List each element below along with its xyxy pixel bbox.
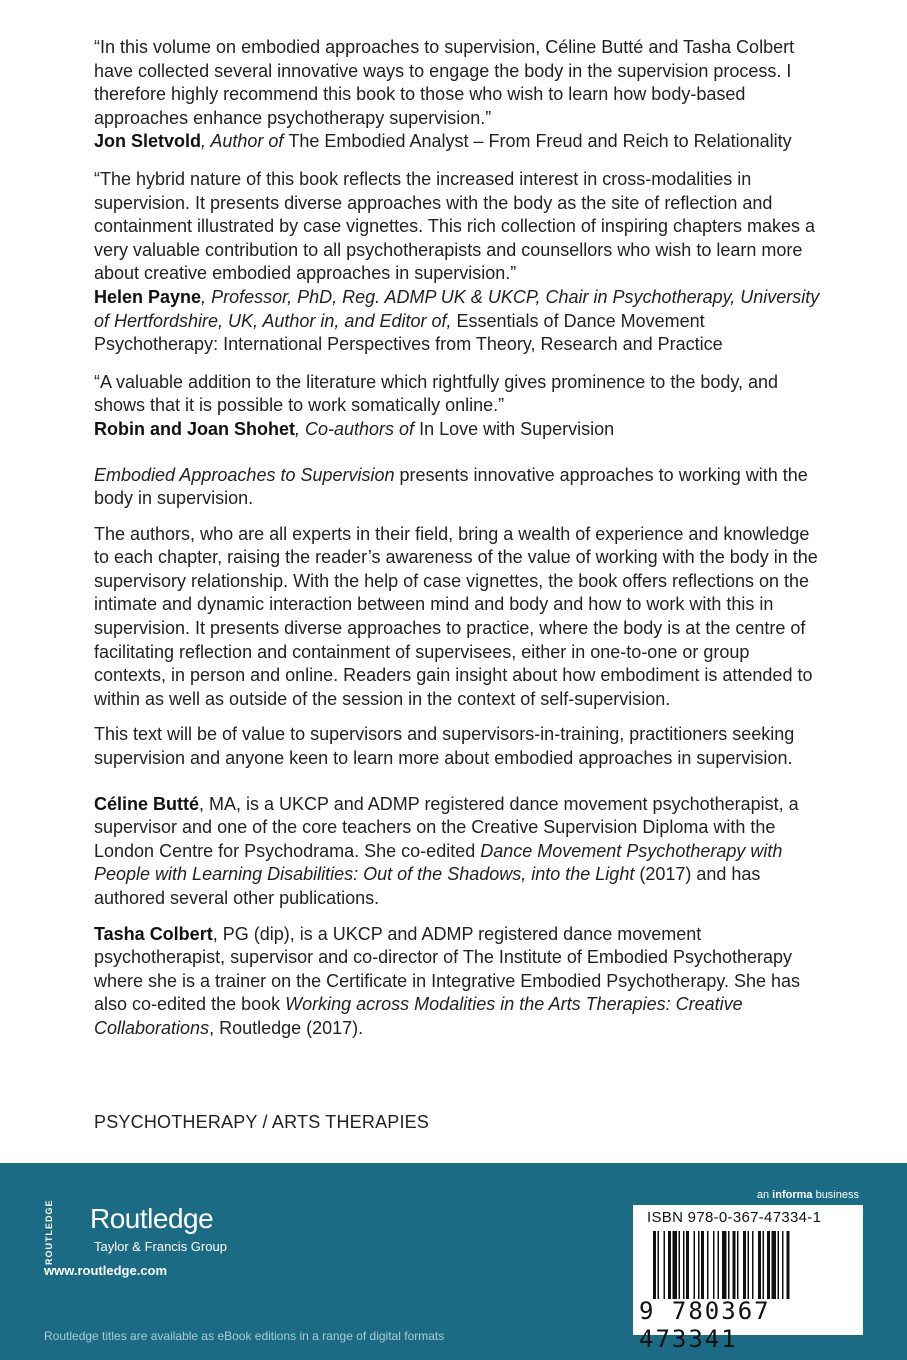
informa-tagline	[757, 1189, 859, 1201]
author-bio-text: , MA, is a UKCP and ADMP registered dance movement psychotherapist, a supervisor and one of the core teachers on the Creative Supervision Diploma with the London Centre for Psychodrama. She co-edited	[94, 793, 799, 861]
back-cover-text	[94, 36, 824, 1053]
endorsement-1	[94, 36, 824, 154]
endorsement-3	[94, 371, 824, 442]
publisher-url[interactable]: www.routledge.com	[44, 1263, 168, 1278]
author-bio-text: , Routledge (2017).	[209, 1017, 364, 1038]
description-body: The authors, who are all experts in their field, bring a wealth of experience and knowledge to each chapter, raising the reader’s awareness of the value of working with the body in the supervisory relationship. With the help of case vignettes, the book offers reflections on the intimate and dynamic interaction between mind and body and how to work with this in supervision. It presents diverse approaches to practice, where the body is at the centre of facilitating reflection and containment of supervisees, either in one-to-one or group contexts, in person and online. Readers gain insight about how embodiment is attended to within as well as outside of the session in the context of self-supervision.	[94, 523, 818, 709]
author-bio-text: (2017) and has authored several other publications.	[94, 864, 761, 908]
endorsement-text: “A valuable addition to the literature which rightfully gives prominence to the body, and shows that it is possible to work somatically online.”	[94, 371, 779, 416]
publisher-name: Routledge	[90, 1203, 214, 1234]
endorser-work: The Embodied Analyst – From Freud and Reich to Relationality	[288, 131, 792, 152]
barcode-icon	[653, 1231, 853, 1303]
description-audience: This text will be of value to supervisors and supervisors-in-training, practitioners seeking supervision and anyone keen to learn more about embodied approaches in supervision.	[94, 724, 795, 769]
author-bio-book: Working across Modalities in the Arts Therapies: Creative Collaborations	[94, 994, 743, 1038]
subject-category: PSYCHOTHERAPY / ARTS THERAPIES	[94, 1112, 430, 1132]
description-intro	[94, 464, 824, 511]
endorser-work: Essentials of Dance Movement Psychotherapy: International Perspectives from Theory, Research and Practice	[94, 310, 723, 355]
endorsement-2	[94, 168, 824, 357]
author-name: Tasha Colbert	[94, 923, 213, 944]
publisher-footer	[0, 1163, 907, 1360]
endorser-role: , Co-authors of	[295, 418, 420, 439]
barcode-digits: 9 780367 473341	[639, 1297, 771, 1353]
endorser-role: , Author of	[201, 131, 289, 152]
author-name: Céline Butté	[94, 793, 200, 814]
isbn-number: ISBN 978-0-367-47334-1	[647, 1209, 822, 1226]
author-bio-2	[94, 923, 824, 1041]
endorser-name: Jon Sletvold	[94, 131, 202, 152]
ebook-note: Routledge titles are available as eBook editions in a range of digital formats	[44, 1329, 445, 1343]
author-bio-text: , PG (dip), is a UKCP and ADMP registered dance movement psychotherapist, supervisor and co-director of The Institute of Embodied Psychotherapy where she is a trainer on the Certificate in Integrative Embodied Psychotherapy. She has also co-edited the book	[94, 923, 801, 1015]
endorser-name: Helen Payne	[94, 286, 202, 307]
routledge-mark-icon: ROUTLEDGE	[44, 1199, 54, 1265]
description-intro-text: presents innovative approaches to working with the body in supervision.	[94, 464, 808, 509]
endorser-work: In Love with Supervision	[419, 418, 615, 439]
routledge-logo	[38, 1199, 298, 1265]
endorsement-text: “The hybrid nature of this book reflects the increased interest in cross-modalities in supervision. It presents diverse approaches with the body as the site of reflection and containment illustrated by case vignettes. This rich collection of inspiring chapters makes a very valuable contribution to all psychotherapists and counsellors who wish to learn more about creative embodied approaches in supervision.”	[94, 168, 816, 284]
endorser-role: , Professor, PhD, Reg. ADMP UK & UKCP, Chair in Psychotherapy, University of Hertfordshire, UK, Author in, and Editor of,	[94, 286, 820, 331]
publisher-group: Taylor & Francis Group	[94, 1239, 227, 1254]
informa-suffix: business	[812, 1189, 859, 1201]
isbn-barcode	[633, 1205, 863, 1353]
informa-prefix: an	[756, 1189, 773, 1201]
endorsement-text: “In this volume on embodied approaches to supervision, Céline Butté and Tasha Colbert have collected several innovative ways to engage the body in the supervision process. I therefore highly recommend this book to those who wish to learn how body-based approaches enhance psychotherapy supervision.”	[94, 37, 795, 128]
author-bio-1	[94, 793, 824, 911]
informa-brand: informa	[772, 1189, 813, 1201]
endorser-name: Robin and Joan Shohet	[94, 418, 295, 439]
author-bio-book: Dance Movement Psychotherapy with People with Learning Disabilities: Out of the Shadows, into the Light	[94, 840, 783, 885]
book-title: Embodied Approaches to Supervision	[94, 464, 395, 485]
